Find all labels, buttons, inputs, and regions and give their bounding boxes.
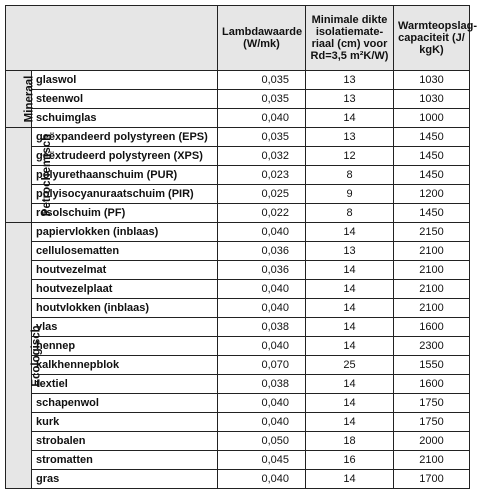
table-row [6, 356, 470, 375]
category-cell [6, 223, 43, 489]
lambda-value: 0,032 [218, 147, 306, 166]
heat-capacity-value: 1750 [394, 413, 470, 432]
thickness-value: 18 [306, 432, 394, 451]
header-lambda: Lambdawaarde (W/mk) [218, 6, 306, 71]
lambda-value: 0,040 [218, 394, 306, 413]
thickness-value: 12 [306, 147, 394, 166]
header-thickness-line2: Rd=3,5 m²K/W) [310, 50, 389, 62]
lambda-value: 0,070 [218, 356, 306, 375]
table-row [6, 337, 470, 356]
thickness-value: 25 [306, 356, 394, 375]
thickness-value: 14 [306, 318, 394, 337]
table-row [6, 204, 470, 223]
table-body [6, 71, 470, 489]
table-row [6, 147, 470, 166]
lambda-value: 0,036 [218, 261, 306, 280]
thickness-value: 13 [306, 71, 394, 90]
category-label: Ecologisch [30, 324, 43, 387]
lambda-value: 0,040 [218, 109, 306, 128]
thickness-value: 14 [306, 394, 394, 413]
lambda-value: 0,040 [218, 223, 306, 242]
table-row [6, 261, 470, 280]
material-name: papiervlokken (inblaas) [32, 223, 218, 242]
table-row [6, 109, 470, 128]
heat-capacity-value: 1030 [394, 71, 470, 90]
material-name: kurk [32, 413, 218, 432]
table-row [6, 375, 470, 394]
material-name: houtvlokken (inblaas) [32, 299, 218, 318]
heat-capacity-value: 1200 [394, 185, 470, 204]
heat-capacity-value: 2150 [394, 223, 470, 242]
heat-capacity-value: 1750 [394, 394, 470, 413]
heat-capacity-value: 1600 [394, 318, 470, 337]
heat-capacity-value: 1000 [394, 109, 470, 128]
thickness-value: 14 [306, 375, 394, 394]
lambda-value: 0,040 [218, 470, 306, 489]
material-name: polyisocyanuraatschuim (PIR) [32, 185, 218, 204]
thickness-value: 8 [306, 166, 394, 185]
lambda-value: 0,040 [218, 337, 306, 356]
table-row [6, 413, 470, 432]
material-name: steenwol [32, 90, 218, 109]
table-row [6, 394, 470, 413]
lambda-value: 0,045 [218, 451, 306, 470]
category-cell [6, 128, 54, 223]
thickness-value: 16 [306, 451, 394, 470]
thickness-value: 13 [306, 242, 394, 261]
heat-capacity-value: 2100 [394, 280, 470, 299]
table-row [6, 223, 470, 242]
thickness-value: 13 [306, 128, 394, 147]
material-name: cellulosematten [32, 242, 218, 261]
table-row [6, 128, 470, 147]
heat-capacity-value: 1450 [394, 128, 470, 147]
category-label: Petrochemisch [41, 133, 54, 217]
heat-capacity-value: 2300 [394, 337, 470, 356]
thickness-value: 14 [306, 223, 394, 242]
lambda-value: 0,050 [218, 432, 306, 451]
heat-capacity-value: 2100 [394, 299, 470, 318]
table-row [6, 432, 470, 451]
material-name: gras [32, 470, 218, 489]
lambda-value: 0,040 [218, 280, 306, 299]
thickness-value: 14 [306, 337, 394, 356]
material-name: glaswol [32, 71, 218, 90]
header-heat-capacity: Warmteopslag-capaciteit (J/ kgK) [394, 6, 470, 71]
table-row [6, 185, 470, 204]
material-name: schuimglas [32, 109, 218, 128]
lambda-value: 0,023 [218, 166, 306, 185]
material-name: geëxpandeerd polystyreen (EPS) [32, 128, 218, 147]
material-name: hennep [32, 337, 218, 356]
material-name: resolschuim (PF) [32, 204, 218, 223]
table-row [6, 318, 470, 337]
header-blank-cell [6, 6, 218, 71]
heat-capacity-value: 1700 [394, 470, 470, 489]
lambda-value: 0,036 [218, 242, 306, 261]
lambda-value: 0,022 [218, 204, 306, 223]
category-cell [6, 71, 36, 128]
table-row [6, 242, 470, 261]
lambda-value: 0,035 [218, 90, 306, 109]
table-header-row [6, 6, 470, 71]
lambda-value: 0,038 [218, 375, 306, 394]
lambda-value: 0,025 [218, 185, 306, 204]
insulation-table-wrapper [5, 5, 477, 489]
heat-capacity-value: 1450 [394, 204, 470, 223]
material-name: kalkhennepblok [32, 356, 218, 375]
lambda-value: 0,040 [218, 299, 306, 318]
table-row [6, 451, 470, 470]
material-name: strobalen [32, 432, 218, 451]
heat-capacity-value: 2100 [394, 261, 470, 280]
material-name: houtvezelplaat [32, 280, 218, 299]
table-row [6, 90, 470, 109]
lambda-value: 0,035 [218, 71, 306, 90]
table-row [6, 299, 470, 318]
thickness-value: 8 [306, 204, 394, 223]
heat-capacity-value: 1030 [394, 90, 470, 109]
heat-capacity-value: 1450 [394, 166, 470, 185]
lambda-value: 0,035 [218, 128, 306, 147]
material-name: textiel [32, 375, 218, 394]
heat-capacity-value: 1450 [394, 147, 470, 166]
lambda-value: 0,038 [218, 318, 306, 337]
insulation-table [5, 5, 477, 489]
material-name: schapenwol [32, 394, 218, 413]
thickness-value: 14 [306, 109, 394, 128]
header-thickness [306, 6, 394, 71]
heat-capacity-value: 2100 [394, 242, 470, 261]
table-row [6, 470, 470, 489]
material-name: stromatten [32, 451, 218, 470]
material-name: geëxtrudeerd polystyreen (XPS) [32, 147, 218, 166]
material-name: vlas [32, 318, 218, 337]
heat-capacity-value: 1600 [394, 375, 470, 394]
thickness-value: 14 [306, 280, 394, 299]
thickness-value: 14 [306, 299, 394, 318]
heat-capacity-value: 1550 [394, 356, 470, 375]
lambda-value: 0,040 [218, 413, 306, 432]
table-row [6, 71, 470, 90]
thickness-value: 14 [306, 413, 394, 432]
thickness-value: 9 [306, 185, 394, 204]
table-row [6, 166, 470, 185]
material-name: polyurethaanschuim (PUR) [32, 166, 218, 185]
thickness-value: 14 [306, 470, 394, 489]
table-row [6, 280, 470, 299]
heat-capacity-value: 2000 [394, 432, 470, 451]
thickness-value: 13 [306, 90, 394, 109]
material-name: houtvezelmat [32, 261, 218, 280]
heat-capacity-value: 2100 [394, 451, 470, 470]
category-label: Mineraal [23, 75, 36, 123]
header-thickness-line1: Minimale dikte isolatiemate-riaal (cm) voor [311, 14, 388, 50]
thickness-value: 14 [306, 261, 394, 280]
